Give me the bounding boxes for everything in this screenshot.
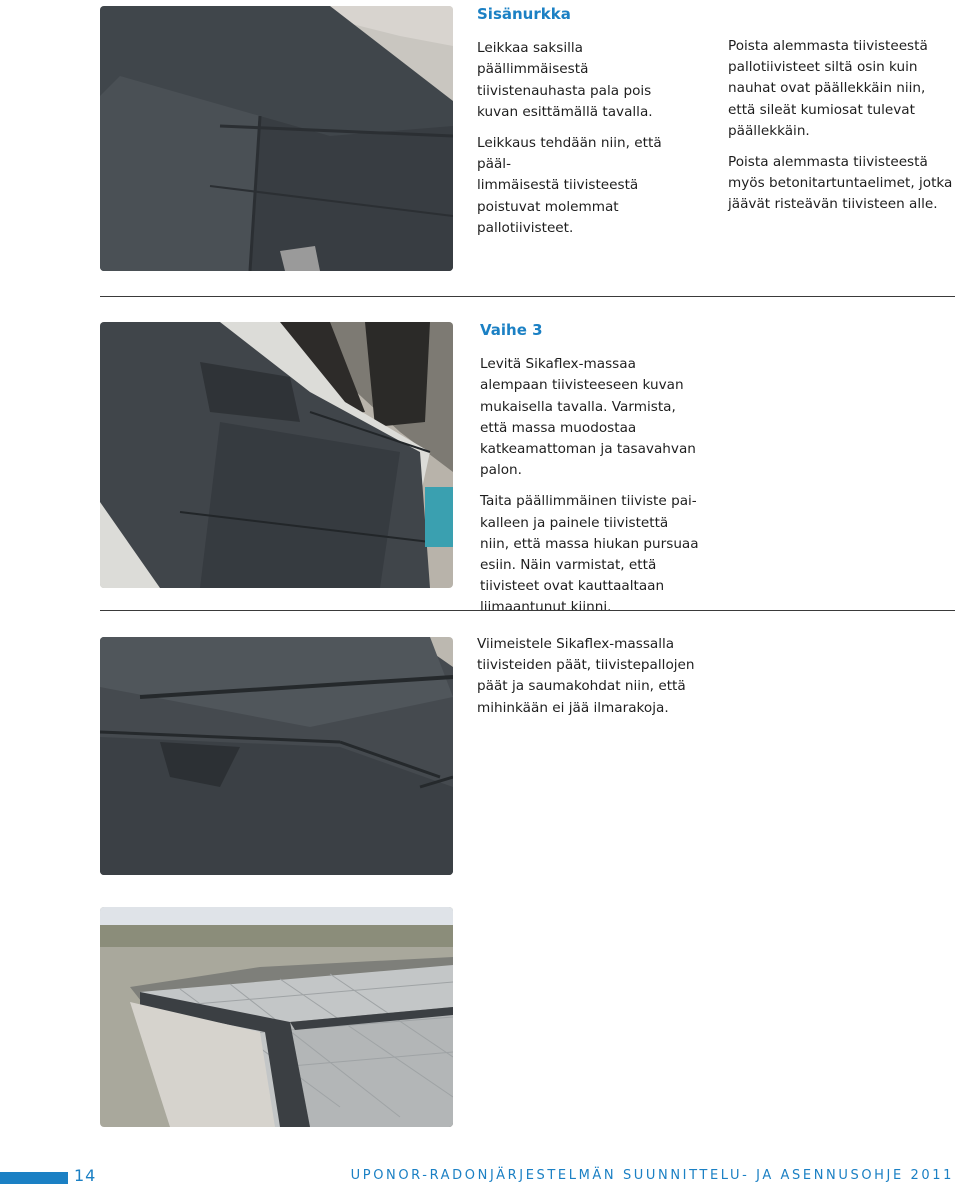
photo-finished-seams	[100, 637, 453, 875]
finish-para1: Viimeistele Sikaflex-massalla tiivisteiden päät, tiivistepallojen päät ja saumakohdat niin, että mihinkään ei jää ilmarakoja.	[477, 636, 695, 716]
section-divider	[100, 296, 955, 297]
vaihe3-para2	[480, 491, 700, 618]
sisanurkka-para4: Poista alemmasta tiivisteestä myös betonitartuntaelimet, jotka jäävät risteävän tiivisteen alle.	[728, 154, 953, 213]
sisanurkka-para3: Poista alemmasta tiivisteestä pallotiivisteet siltä osin kuin nauhat ovat päällekkäin niin, että sileät kumiosat tulevat päällekkäin.	[728, 38, 928, 139]
sisanurkka-text-left	[477, 4, 682, 239]
photo-corner-cut	[100, 6, 453, 271]
sisanurkka-text-right	[728, 36, 953, 216]
section-heading-vaihe3: Vaihe 3	[480, 321, 543, 339]
section-divider	[100, 610, 955, 611]
vaihe3-para2-line1: Taita päällimmäinen tiiviste pai-	[480, 493, 697, 510]
sisanurkka-para1: Leikkaa saksilla päällimmäisestä tiivistenauhasta pala pois kuvan esittämällä tavalla.	[477, 40, 653, 120]
section-heading-sisanurkka: Sisänurkka	[477, 5, 571, 23]
page-number: 14	[74, 1166, 97, 1185]
sisanurkka-para2	[477, 133, 682, 239]
photo-completed-foundation	[100, 907, 453, 1127]
footer-title: UPONOR-RADONJÄRJESTELMÄN SUUNNITTELU- JA ASENNUSOHJE 2011	[350, 1168, 954, 1183]
vaihe3-para2-line2: kalleen ja painele tiivistettä niin, että massa hiukan pursuaa esiin. Näin varmistat, että tiivisteet ovat kauttaaltaan liimaantunut kiinni.	[480, 514, 699, 616]
sisanurkka-para2-line2: limmäisestä tiivisteestä poistuvat molemmat pallotiivisteet.	[477, 177, 639, 236]
sisanurkka-para2-line1: Leikkaus tehdään niin, että pääl-	[477, 135, 662, 173]
photo-sealant-application	[100, 322, 453, 588]
footer-accent-bar	[0, 1172, 68, 1184]
vaihe3-para1: Levitä Sikaflex-massaa alempaan tiivisteeseen kuvan mukaisella tavalla. Varmista, että massa muodostaa katkeamattoman ja tasavahvan palon.	[480, 356, 696, 479]
finish-text	[477, 634, 697, 719]
vaihe3-text	[480, 320, 700, 619]
